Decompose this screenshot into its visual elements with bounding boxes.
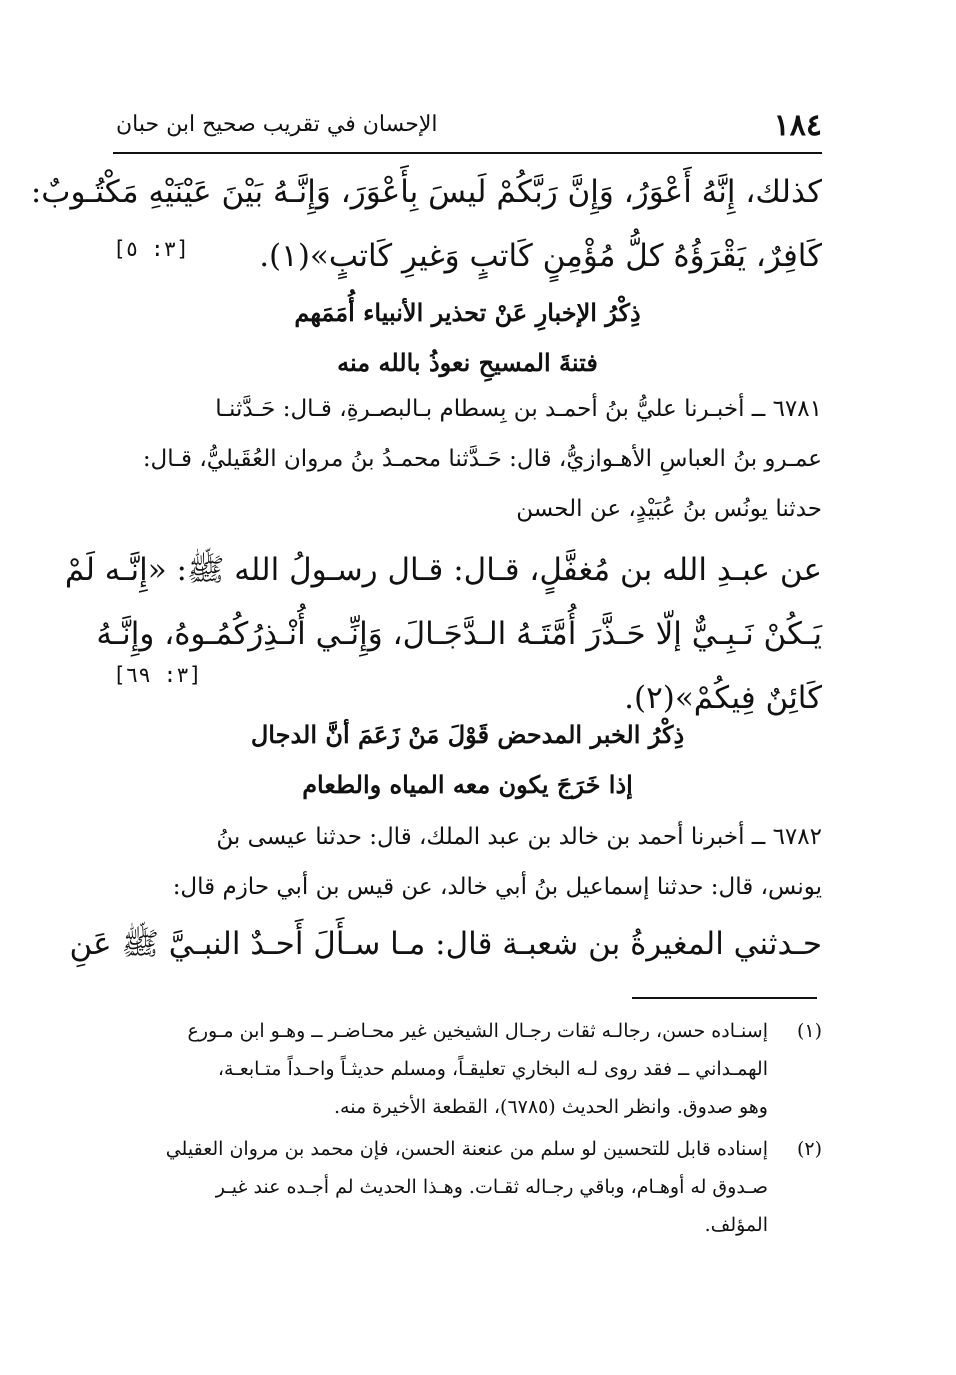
footnote-text: [113, 1130, 768, 1244]
text-line: حـدثني المغيرةُ بن شعبـة قال: مـا سـأَلَ أَحـدٌ النبـيَّ ﷺ عَنِ: [69, 926, 822, 962]
text-line: ٦٧٨٢ ــ أخبرنا أحمد بن خالد بن عبد الملك، قال: حدثنا عيسى بنُ: [216, 824, 822, 850]
heading-line: إذا خَرَجَ يكون معه المياه والطعام: [302, 770, 633, 799]
text-line: عمـرو بنُ العباسِ الأهـوازيُّ، قال: حَـدَّثنا محمـدُ بنُ مروان العُقَيليُّ، قـال:: [142, 446, 822, 472]
footnote-number: (١): [796, 1020, 822, 1042]
isnad-paragraph: [113, 812, 822, 912]
header-rule: [113, 152, 822, 154]
text-line: المؤلف.: [704, 1214, 768, 1236]
running-title: الإحسان في تقريب صحيح ابن حبان: [116, 112, 438, 137]
hadith-text: [69, 912, 822, 976]
text-line: كَافِرٌ، يَقْرَؤُهُ كلُّ مُؤْمِنٍ كَاتبٍ وَغيرِ كَاتبٍ»(١).: [259, 238, 822, 274]
text-line: وهو صدوق. وانظر الحديث (٦٧٨٥)، القطعة الأخيرة منه.: [334, 1096, 768, 1118]
footnote-text: [113, 1012, 768, 1126]
page-number: ١٨٤: [773, 108, 822, 143]
heading-line: فتنةَ المسيحِ نعوذُ بالله منه: [337, 348, 598, 377]
hadith-text-continuation: [30, 160, 822, 288]
text-line: يَـكُنْ نَـبِـيٌّ إلّا حَـذَّرَ أُمَّتَـهُ الـدَّجَـالَ، وَإِنِّـي أُنْـذِرُكُمُـوهُ، وإِنَّـهُ: [96, 616, 822, 652]
text-line: إسناده قابل للتحسين لو سلم من عنعنة الحسن، فإن محمد بن مروان العقيلي: [165, 1138, 768, 1160]
text-line: عن عبـدِ الله بن مُغفَّلٍ، قـال: قـال رسـولُ الله ﷺ: «إِنَّـه لَمْ: [64, 552, 822, 588]
isnad-paragraph: [113, 384, 822, 534]
volume-reference: [٣: ٦٩]: [113, 663, 202, 687]
text-line: إسنـاده حسن، رجالـه ثقات رجـال الشيخين غير محـاضـر ــ وهـو ابن مـورع: [187, 1020, 768, 1042]
text-line: ٦٧٨١ ــ أخبـرنا عليُّ بنُ أحمـد بن بِسطام بـالبصـرةِ، قـال: حَـدَّثنـا: [215, 396, 822, 422]
text-line: حدثنا يونُس بنُ عُبَيْدٍ، عن الحسن: [516, 496, 822, 522]
volume-reference: [٣: ٥]: [113, 237, 189, 261]
footnote-rule: [632, 997, 817, 999]
text-line: صـدوق له أوهـام، وباقي رجـاله ثقـات. وهـذا الحديث لم أجـده عند غيـر: [215, 1176, 768, 1198]
text-line: كَائِنٌ فِيكُمْ»(٢).: [624, 680, 822, 716]
heading-line: ذِكْرُ الخبر المدحض قَوْلَ مَنْ زَعَمَ أنَّ الدجال: [250, 720, 685, 749]
text-line: يونس، قال: حدثنا إسماعيل بنُ أبي خالد، عن قيس بن أبي حازم قال:: [172, 874, 822, 900]
text-line: الهمـداني ــ فقد روى لـه البخاري تعليقـاً، ومسلم حديثـاً واحـداً متـابعـة،: [217, 1058, 768, 1080]
footnote-number: (٢): [796, 1138, 822, 1160]
text-line: كذلك، إِنَّهُ أَعْوَرُ، وَإِنَّ رَبَّكُمْ لَيسَ بِأَعْوَرَ، وَإِنَّـهُ بَيْنَ عَيْنَيْهِ مَكْتُـوبٌ:: [30, 174, 822, 210]
heading-line: ذِكْرُ الإخبارِ عَنْ تحذير الأنبياء أُمَمَهم: [294, 298, 641, 327]
chapter-heading: [113, 710, 822, 810]
footnote: [113, 1130, 822, 1244]
hadith-text: [64, 538, 822, 730]
footnote: [113, 1012, 822, 1126]
chapter-heading: [113, 288, 822, 388]
